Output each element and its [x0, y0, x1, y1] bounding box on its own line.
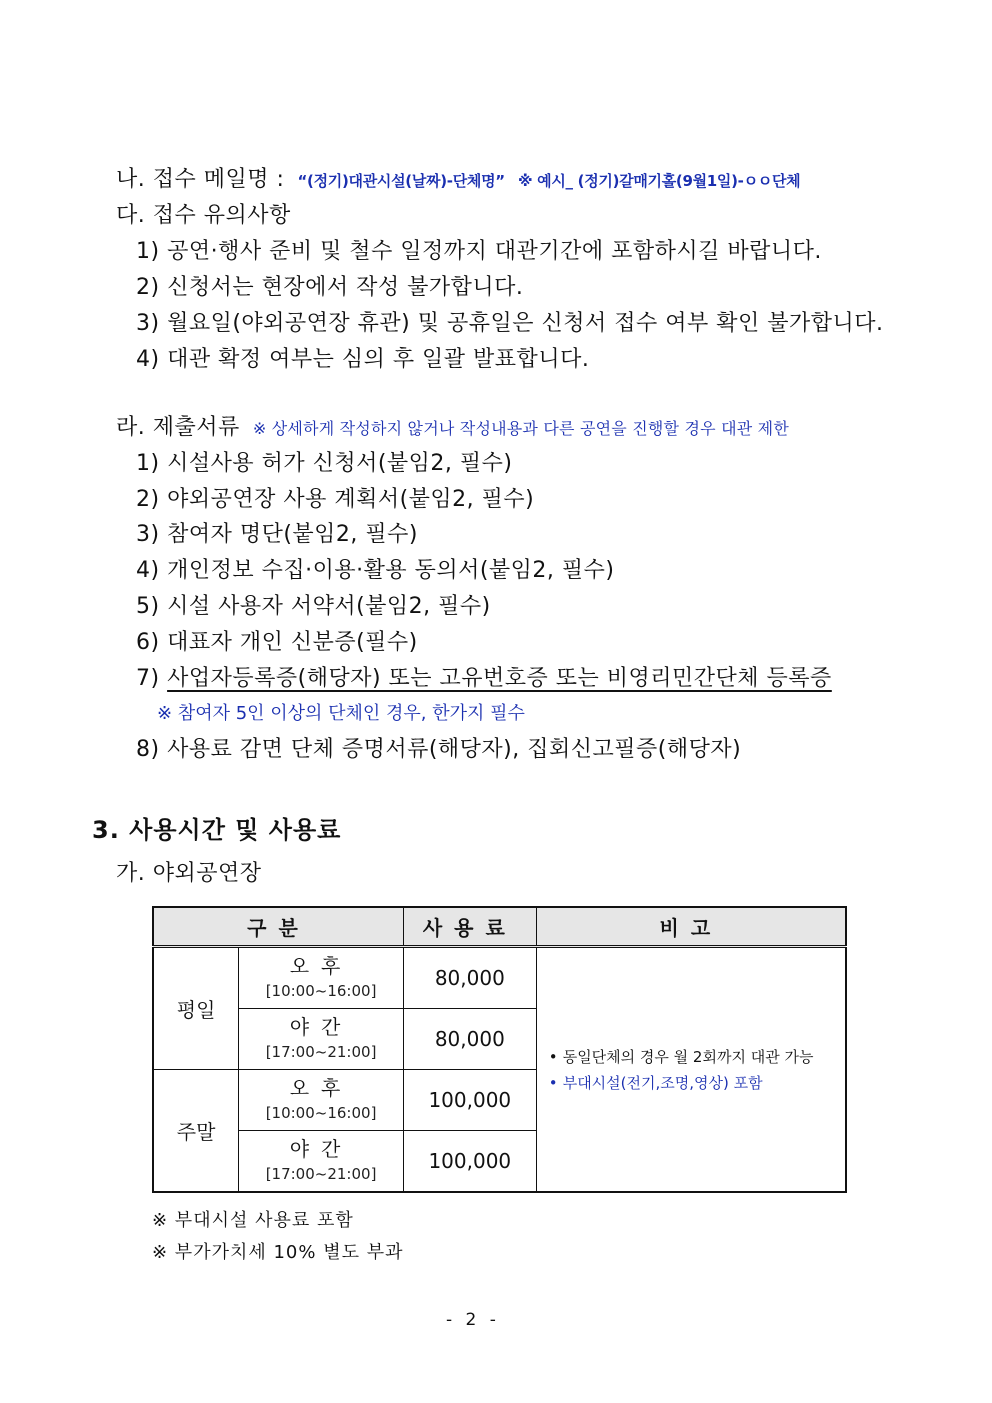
mail-name-prefix: 나. 접수 메일명 :	[116, 167, 285, 192]
fee-table	[152, 906, 847, 1193]
document-item-7-text: 사업자등록증(해당자) 또는 고유번호증 또는 비영리민간단체 등록증	[167, 666, 832, 691]
header-category: 구분	[153, 907, 403, 947]
fee-table-header	[153, 907, 846, 947]
document-item-8: 8) 사용료 감면 단체 증명서류(해당자), 집회신고필증(해당자)	[136, 737, 742, 762]
table-row	[153, 947, 846, 1009]
slot-cell	[239, 1070, 404, 1131]
document-item-3: 3) 참여자 명단(붙임2, 필수)	[136, 522, 418, 547]
document-item-4: 4) 개인정보 수집·이용·활용 동의서(붙임2, 필수)	[136, 558, 615, 583]
remarks-cell	[536, 947, 846, 1193]
remark-item-2: • 부대시설(전기,조명,영상) 포함	[563, 1070, 845, 1096]
fee-cell: 80,000	[403, 947, 536, 1009]
slot-time: [10:00~16:00]	[265, 1104, 377, 1122]
slot-time: [17:00~21:00]	[265, 1043, 377, 1061]
footnote-1: ※ 부대시설 사용료 포함	[152, 1210, 354, 1231]
notice-item-1: 1) 공연·행사 준비 및 철수 일정까지 대관기간에 포함하시길 바랍니다.	[136, 239, 822, 264]
notice-item-2: 2) 신청서는 현장에서 작성 불가합니다.	[136, 275, 524, 300]
slot-name: 오후	[289, 954, 353, 978]
slot-time: [10:00~16:00]	[265, 982, 377, 1000]
notice-item-4: 4) 대관 확정 여부는 심의 후 일괄 발표합니다.	[136, 347, 590, 372]
document-item-5: 5) 시설 사용자 서약서(붙임2, 필수)	[136, 594, 491, 619]
slot-cell	[239, 947, 404, 1009]
page-number: - 2 -	[446, 1310, 500, 1330]
remark-item-1: • 동일단체의 경우 월 2회까지 대관 가능	[563, 1044, 845, 1070]
fee-cell: 100,000	[403, 1070, 536, 1131]
slot-name: 야간	[289, 1015, 353, 1039]
document-item-6: 6) 대표자 개인 신분증(필수)	[136, 630, 418, 655]
document-item-1: 1) 시설사용 허가 신청서(붙임2, 필수)	[136, 451, 513, 476]
fee-cell: 100,000	[403, 1131, 536, 1193]
section-3-subtitle: 가. 야외공연장	[116, 861, 262, 886]
remarks-list	[549, 1044, 845, 1096]
slot-cell	[239, 1009, 404, 1070]
footnote-2: ※ 부가가치세 10% 별도 부과	[152, 1242, 404, 1263]
document-item-2: 2) 야외공연장 사용 계획서(붙임2, 필수)	[136, 487, 535, 512]
documents-title: 라. 제출서류	[116, 415, 240, 440]
mail-name-line	[116, 162, 800, 193]
slot-name: 오후	[289, 1076, 353, 1100]
document-item-7	[136, 661, 832, 692]
notice-item-3: 3) 월요일(야외공연장 휴관) 및 공휴일은 신청서 접수 여부 확인 불가합니다.	[136, 311, 884, 336]
header-remarks: 비고	[536, 907, 846, 947]
document-item-7-note: ※ 참여자 5인 이상의 단체인 경우, 한가지 필수	[157, 703, 525, 724]
slot-time: [17:00~21:00]	[265, 1165, 377, 1183]
notice-title: 다. 접수 유의사항	[116, 203, 291, 228]
document-item-7-number: 7)	[136, 666, 160, 691]
group-label-weekday: 평일	[153, 947, 239, 1070]
fee-cell: 80,000	[403, 1009, 536, 1070]
group-label-weekend: 주말	[153, 1070, 239, 1193]
slot-cell	[239, 1131, 404, 1193]
slot-name: 야간	[289, 1137, 353, 1161]
mail-name-format: “(정기)대관시설(날짜)-단체명”	[297, 172, 505, 190]
header-fee: 사용료	[403, 907, 536, 947]
documents-warning: ※ 상세하게 작성하지 않거나 작성내용과 다른 공연을 진행할 경우 대관 제한	[252, 419, 789, 438]
documents-heading	[116, 410, 789, 441]
section-3-title: 3. 사용시간 및 사용료	[92, 816, 342, 844]
mail-name-example: ※ 예시_ (정기)갈매기홀(9월1일)-ㅇㅇ단체	[517, 172, 801, 190]
